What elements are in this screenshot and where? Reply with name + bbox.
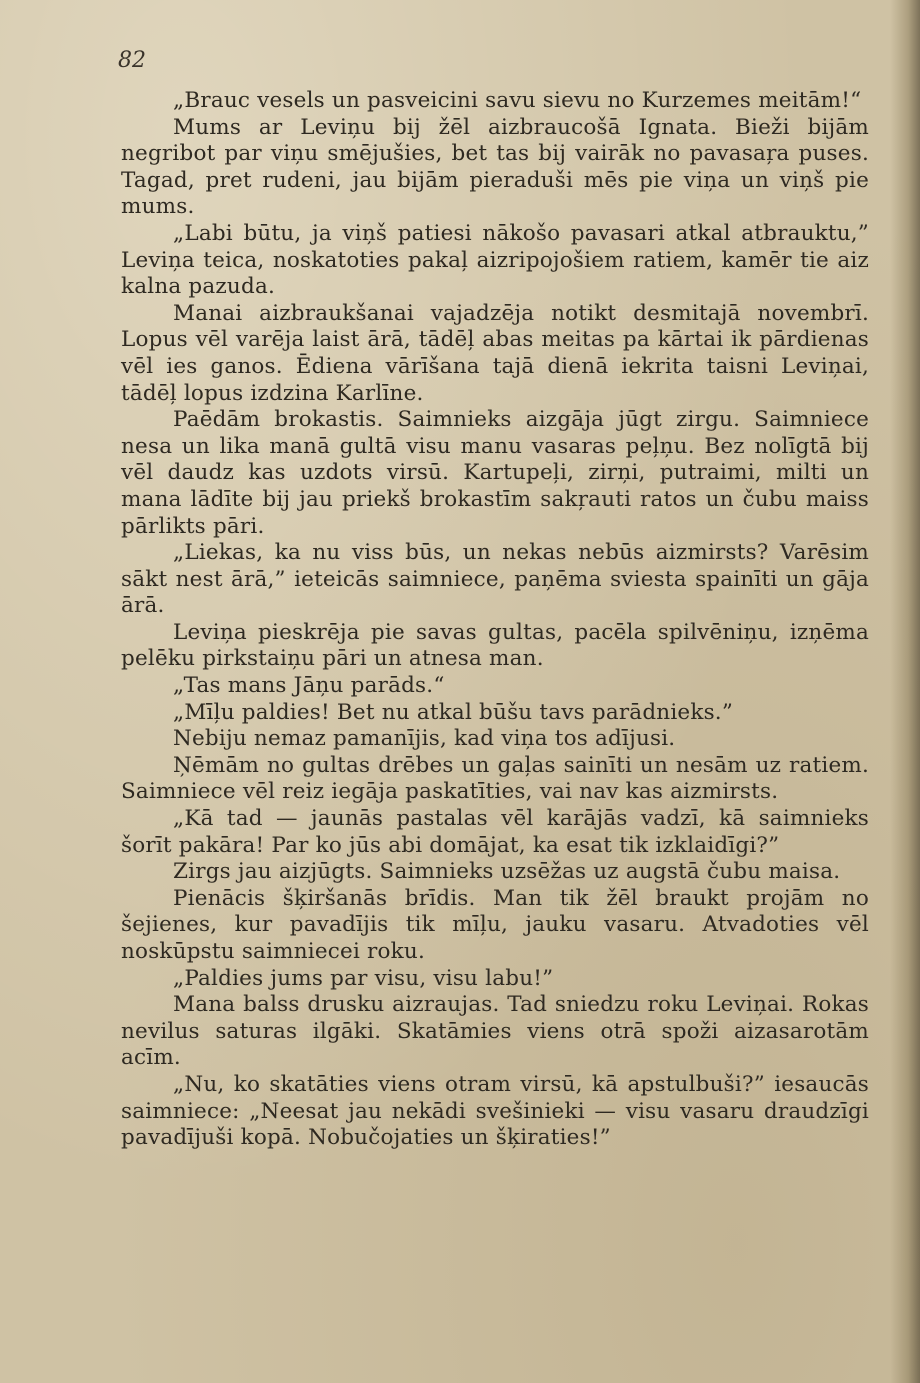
paragraph: „Nu, ko skatāties viens otram virsū, kā apstulbuši?” iesaucās saimniece: „Neesat jau nekādi svešinieki — visu vasaru draudzīgi pavadījuši kopā. Nobučojaties un šķiraties!” xyxy=(121,1071,869,1151)
paragraph: „Brauc vesels un pasveicini savu sievu no Kurzemes meitām!“ xyxy=(173,88,862,113)
paragraph: Leviņa pieskrēja pie savas gultas, pacēla spilvēniņu, izņēma pelēku pirkstaiņu pāri un atnesa man. xyxy=(121,619,869,672)
paragraph: „Liekas, ka nu viss būs, un nekas nebūs aizmirsts? Varēsim sākt nest ārā,” ieteicās saimniece, paņēma sviesta spainīti un gāja ārā. xyxy=(121,540,869,619)
page-number: 82 xyxy=(118,48,146,73)
body-text xyxy=(121,88,869,1152)
paragraph: „Mīļu paldies! Bet nu atkal būšu tavs parādnieks.” xyxy=(173,699,734,725)
paragraph: „Tas mans Jāņu parāds.“ xyxy=(173,673,445,699)
paragraph: „Labi būtu, ja viņš patiesi nākošo pavasari atkal atbrauktu,” Leviņa teica, noskatoties pakaļ aizripojošiem ratiem, kamēr tie aiz kalna pazuda. xyxy=(121,220,869,300)
paragraph: Nebiju nemaz pamanījis, kad viņa tos adījusi. xyxy=(173,726,676,752)
paragraph: Mana balss drusku aizraujas. Tad sniedzu roku Leviņai. Rokas nevilus saturas ilgāki. Skatāmies viens otrā spoži aizasarotām acīm. xyxy=(121,992,869,1071)
paragraph: „Kā tad — jaunās pastalas vēl karājās vadzī, kā saimnieks šorīt pakāra! Par ko jūs abi domājat, ka esat tik izklaidīgi?” xyxy=(121,806,869,858)
paragraph: Mums ar Leviņu bij žēl aizbraucošā Ignata. Bieži bijām negribot par viņu smējušies, bet tas bij vairāk no pavasaŗa puses. Tagad, pret rudeni, jau bijām pieraduši mēs pie viņa un viņš pie mums. xyxy=(121,114,869,220)
paragraph: Manai aizbraukšanai vajadzēja notikt desmitajā novembrī. Lopus vēl varēja laist ārā, tādēļ abas meitas pa kārtai ik pārdienas vēl ies ganos. Ēdiena vārīšana tajā dienā iekrita taisni Leviņai, tādēļ lopus izdzina Karlīne. xyxy=(121,300,869,406)
paragraph: Zirgs jau aizjūgts. Saimnieks uzsēžas uz augstā čubu maisa. xyxy=(173,859,841,885)
paragraph: Pienācis šķiršanās brīdis. Man tik žēl braukt projām no šejienes, kur pavadījis tik mīļu, jauku vasaru. Atvadoties vēl noskūpstu saimniecei roku. xyxy=(121,885,869,964)
paragraph: Ņēmām no gultas drēbes un gaļas sainīti un nesām uz ratiem. Saimniece vēl reiz iegāja paskatīties, vai nav kas aizmirsts. xyxy=(121,752,869,805)
page-edge-shadow xyxy=(890,0,920,1383)
paragraph: „Paldies jums par visu, visu labu!” xyxy=(173,965,554,991)
paragraph: Paēdām brokastis. Saimnieks aizgāja jūgt zirgu. Saimniece nesa un lika manā gultā visu manu vasaras peļņu. Bez nolīgtā bij vēl daudz kas uzdots virsū. Kartupeļi, zirņi, putraimi, milti un mana lādīte bij jau priekš brokastīm sakŗauti ratos un čubu maiss pārlikts pāri. xyxy=(121,407,869,539)
